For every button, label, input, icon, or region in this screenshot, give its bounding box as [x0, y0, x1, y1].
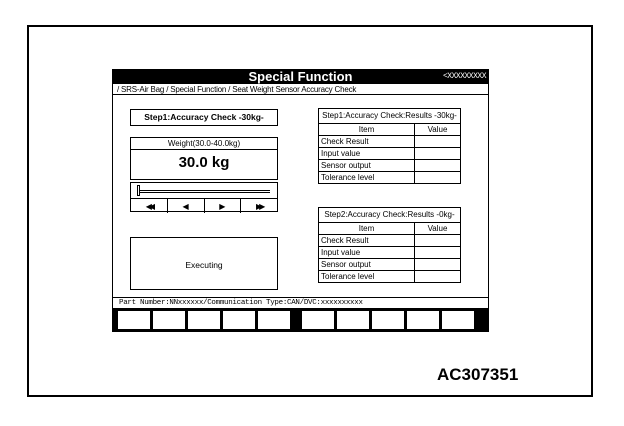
window-title: Special Function — [248, 69, 353, 84]
window-code: <XXXXXXXXX — [442, 72, 486, 81]
forward-button[interactable] — [205, 199, 242, 213]
table1-title: Step1:Accuracy Check:Results -30kg- — [319, 109, 461, 124]
function-key-4[interactable] — [222, 310, 256, 330]
row-value — [415, 172, 461, 184]
row-item: Tolerance level — [319, 172, 415, 184]
row-value — [415, 259, 461, 271]
function-key-8[interactable] — [371, 310, 405, 330]
breadcrumb: / SRS-Air Bag / Special Function / Seat Weight Sensor Accuracy Check — [117, 85, 357, 94]
step1-button[interactable]: Step1:Accuracy Check -30kg- — [130, 109, 278, 126]
weight-slider-thumb[interactable] — [137, 185, 140, 196]
title-bar — [113, 70, 488, 84]
table2-col-item: Item — [319, 223, 415, 235]
status-text: Executing — [185, 260, 223, 270]
row-item: Input value — [319, 247, 415, 259]
function-key-5[interactable] — [257, 310, 291, 330]
function-key-2[interactable] — [152, 310, 186, 330]
table-row — [319, 136, 461, 148]
figure-reference: AC307351 — [437, 365, 519, 384]
results-table-step1 — [318, 108, 461, 184]
table-row — [319, 247, 461, 259]
row-value — [415, 148, 461, 160]
weight-slider-track[interactable] — [138, 190, 270, 193]
status-panel — [130, 237, 278, 290]
function-key-bar — [113, 308, 488, 332]
table-row — [319, 160, 461, 172]
function-key-3[interactable] — [187, 310, 221, 330]
row-value — [415, 271, 461, 283]
fast-forward-button[interactable] — [241, 199, 277, 213]
breadcrumb-divider — [113, 94, 488, 95]
table-row — [319, 271, 461, 283]
tab-seat-weight-sensor[interactable]: Seat Weight Sensor Accuracy Check — [232, 85, 357, 94]
function-key-6[interactable] — [301, 310, 335, 330]
row-item: Sensor output — [319, 259, 415, 271]
table1-col-value: Value — [415, 124, 461, 136]
tab-srs-air-bag[interactable]: SRS-Air Bag — [121, 85, 165, 94]
function-key-7[interactable] — [336, 310, 370, 330]
row-value — [415, 247, 461, 259]
back-icon: ◀ — [182, 201, 189, 211]
app-window — [112, 69, 489, 332]
table2-title: Step2:Accuracy Check:Results -0kg- — [319, 208, 461, 223]
fast-forward-icon: ▶▶ — [255, 201, 263, 211]
row-item: Check Result — [319, 235, 415, 247]
forward-icon: ▶ — [219, 201, 226, 211]
function-key-9[interactable] — [406, 310, 440, 330]
row-item: Sensor output — [319, 160, 415, 172]
results-table-step2 — [318, 207, 461, 283]
function-key-10[interactable] — [441, 310, 475, 330]
function-key-1[interactable] — [117, 310, 151, 330]
fast-back-button[interactable] — [131, 199, 168, 213]
weight-range-label: Weight(30.0-40.0kg) — [167, 139, 241, 148]
row-value — [415, 160, 461, 172]
row-value — [415, 235, 461, 247]
tab-special-function[interactable]: Special Function — [170, 85, 227, 94]
row-item: Input value — [319, 148, 415, 160]
weight-divider — [131, 149, 277, 150]
fast-back-icon: ◀◀ — [145, 201, 153, 211]
row-value — [415, 136, 461, 148]
slider-controls — [131, 198, 277, 213]
table-row — [319, 235, 461, 247]
row-item: Check Result — [319, 136, 415, 148]
weight-slider-panel — [130, 182, 278, 212]
back-button[interactable] — [168, 199, 205, 213]
table-row — [319, 259, 461, 271]
table1-col-item: Item — [319, 124, 415, 136]
weight-display — [130, 137, 278, 180]
part-info-bar: Part Number:NNxxxxxx/Communication Type:CAN/DVC:xxxxxxxxxx — [113, 297, 488, 309]
row-item: Tolerance level — [319, 271, 415, 283]
table-row — [319, 172, 461, 184]
table-row — [319, 148, 461, 160]
weight-value: 30.0 kg — [178, 154, 230, 171]
table2-col-value: Value — [415, 223, 461, 235]
